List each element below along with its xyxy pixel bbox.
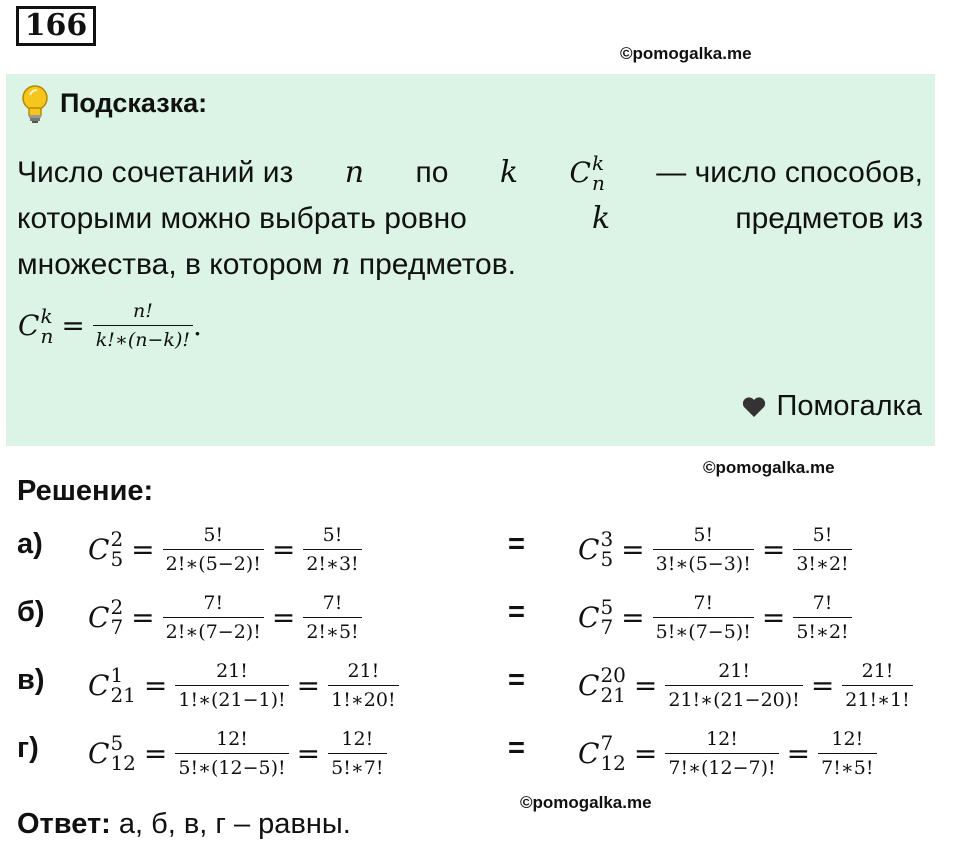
comb-base: C [88,668,110,702]
row-equals: = [508,528,525,560]
equals-sign: = [633,736,658,770]
var-k: k [499,155,519,190]
hint-text-part: предметов. [358,248,516,281]
answer-text: а, б, в, г – равны. [118,808,351,840]
denominator: 2!∗(7−2)! [163,617,264,643]
comb-sub: 12 [600,751,626,775]
denominator: 3!∗2! [793,549,851,575]
numerator: 21! [718,659,750,682]
hint-formula [18,300,202,351]
numerator: n! [132,300,153,322]
answer [17,808,351,841]
row-equals: = [508,664,525,696]
hint-text-part: множества, в котором [17,248,323,281]
comb-sup: 3 [600,527,614,551]
equals-sign: = [131,532,155,566]
var-k: k [591,201,611,236]
comb-sup: 7 [600,731,614,755]
fraction [793,524,851,575]
hint-title: Подсказка: [60,88,208,118]
comb-symbol [570,150,605,196]
equals-sign: = [296,736,321,770]
numerator: 21! [347,659,380,682]
comb-sup: 5 [600,595,614,619]
comb-sup: 2 [110,595,124,619]
denominator: 5!∗2! [793,617,851,643]
row-equals: = [508,732,525,764]
numerator: 5! [322,523,343,546]
equals-sign: = [761,532,786,566]
right-expression [578,650,913,720]
equals-sign: = [271,532,296,566]
row-label: в) [17,664,45,696]
comb-sup: 20 [600,663,626,687]
solution-row [0,514,960,584]
watermark-top: ©pomogalka.me [620,44,752,63]
denominator: 5!∗(7−5)! [653,617,754,643]
denominator: 21!∗1! [842,685,912,711]
credit [741,390,922,423]
numerator: 5! [203,523,224,546]
fraction [175,728,288,779]
heart-icon [741,395,767,419]
denominator: 7!∗5! [818,753,876,779]
comb-sub: 12 [110,751,136,775]
solution-row [0,650,960,720]
var-n: n [331,247,351,282]
comb-sup: k [40,303,53,328]
right-expression [578,514,852,584]
comb-base: C [18,309,40,342]
comb-symbol [88,665,136,705]
comb-sub: 7 [110,615,124,639]
fraction [665,728,778,779]
equals-sign: = [621,600,645,634]
comb-symbol [88,529,123,569]
numerator: 7! [322,591,343,614]
comb-base: C [569,156,591,189]
comb-sup: 1 [110,663,124,687]
numerator: 7! [812,591,833,614]
fraction [163,592,264,643]
comb-sup: k [591,151,605,175]
comb-base: C [88,532,110,566]
task-number: 166 [16,6,96,46]
comb-base: C [578,668,600,702]
comb-base: C [88,600,110,634]
numerator: 21! [216,659,248,682]
var-n: n [344,155,365,190]
solution-row [0,582,960,652]
comb-sup: 2 [110,527,124,551]
comb-sub: 7 [600,615,614,639]
denominator: 2!∗(5−2)! [163,549,264,575]
numerator: 5! [693,523,714,546]
numerator: 12! [831,727,864,750]
fraction [818,728,876,779]
comb-symbol [88,597,123,637]
left-expression [88,582,362,652]
period: . [193,309,202,342]
hint-line-3 [17,242,923,288]
numerator: 7! [203,591,224,614]
hint-text [17,150,923,288]
fraction [328,728,386,779]
row-equals: = [508,596,525,628]
hint-text-part: по [415,156,449,189]
equals-sign: = [271,600,296,634]
hint-text-part: — число способов, [656,156,923,189]
solution-title: Решение: [17,475,154,507]
denominator: 21!∗(21−20)! [665,685,802,711]
equals-sign: = [786,736,811,770]
denominator: 5!∗(12−5)! [175,753,288,779]
credit-label: Помогалка [776,390,922,422]
left-expression [88,650,399,720]
hint-text-part: Число сочетаний из [17,156,294,189]
numerator: 7! [693,591,714,614]
fraction [665,660,802,711]
row-label: г) [17,732,39,764]
comb-symbol [578,597,613,637]
fraction [793,592,851,643]
comb-symbol [18,303,54,348]
comb-base: C [578,736,600,770]
equals-sign: = [810,668,835,702]
equals-sign: = [633,668,658,702]
denominator: k!∗(n−k)! [93,325,193,351]
denominator: 7!∗(12−7)! [665,753,778,779]
answer-label: Ответ: [17,808,111,840]
fraction [328,660,398,711]
fraction [653,592,754,643]
comb-sub: n [591,171,605,195]
numerator: 12! [706,727,738,750]
watermark-bottom: ©pomogalka.me [520,793,652,812]
left-expression [88,514,362,584]
comb-symbol [578,665,626,705]
fraction [163,524,264,575]
denominator: 5!∗7! [328,753,386,779]
equals-sign: = [61,309,85,342]
comb-sub: 5 [110,547,124,571]
row-label: б) [17,596,45,628]
left-expression [88,718,387,788]
hint-line-1 [17,150,923,196]
equals-sign: = [761,600,786,634]
right-expression [578,718,877,788]
comb-base: C [578,600,600,634]
equals-sign: = [621,532,645,566]
fraction [303,592,361,643]
fraction [175,660,288,711]
numerator: 12! [216,727,248,750]
comb-base: C [88,736,110,770]
comb-base: C [578,532,600,566]
comb-sub: 5 [600,547,614,571]
denominator: 1!∗(21−1)! [175,685,288,711]
comb-symbol [88,733,136,773]
comb-sub: 21 [600,683,626,707]
fraction [303,524,361,575]
equals-sign: = [143,668,168,702]
comb-sub: 21 [110,683,136,707]
right-expression [578,582,852,652]
denominator: 1!∗20! [328,685,398,711]
comb-symbol [578,733,626,773]
row-label: а) [17,528,43,560]
denominator: 2!∗3! [303,549,361,575]
watermark-middle: ©pomogalka.me [703,458,835,477]
fraction [842,660,912,711]
equals-sign: = [296,668,321,702]
hint-text-part: которыми можно выбрать ровно [17,202,467,235]
hint-text-part: предметов из [735,202,923,235]
hint-line-2 [17,196,923,242]
numerator: 12! [341,727,374,750]
equals-sign: = [143,736,168,770]
denominator: 3!∗(5−3)! [653,549,754,575]
equals-sign: = [131,600,155,634]
comb-sup: 5 [110,731,124,755]
numerator: 5! [812,523,833,546]
fraction [653,524,754,575]
comb-sub: n [40,323,54,348]
numerator: 21! [861,659,894,682]
solution-row [0,718,960,788]
fraction [93,300,193,351]
comb-symbol [578,529,613,569]
denominator: 2!∗5! [303,617,361,643]
lightbulb-icon [20,84,50,124]
